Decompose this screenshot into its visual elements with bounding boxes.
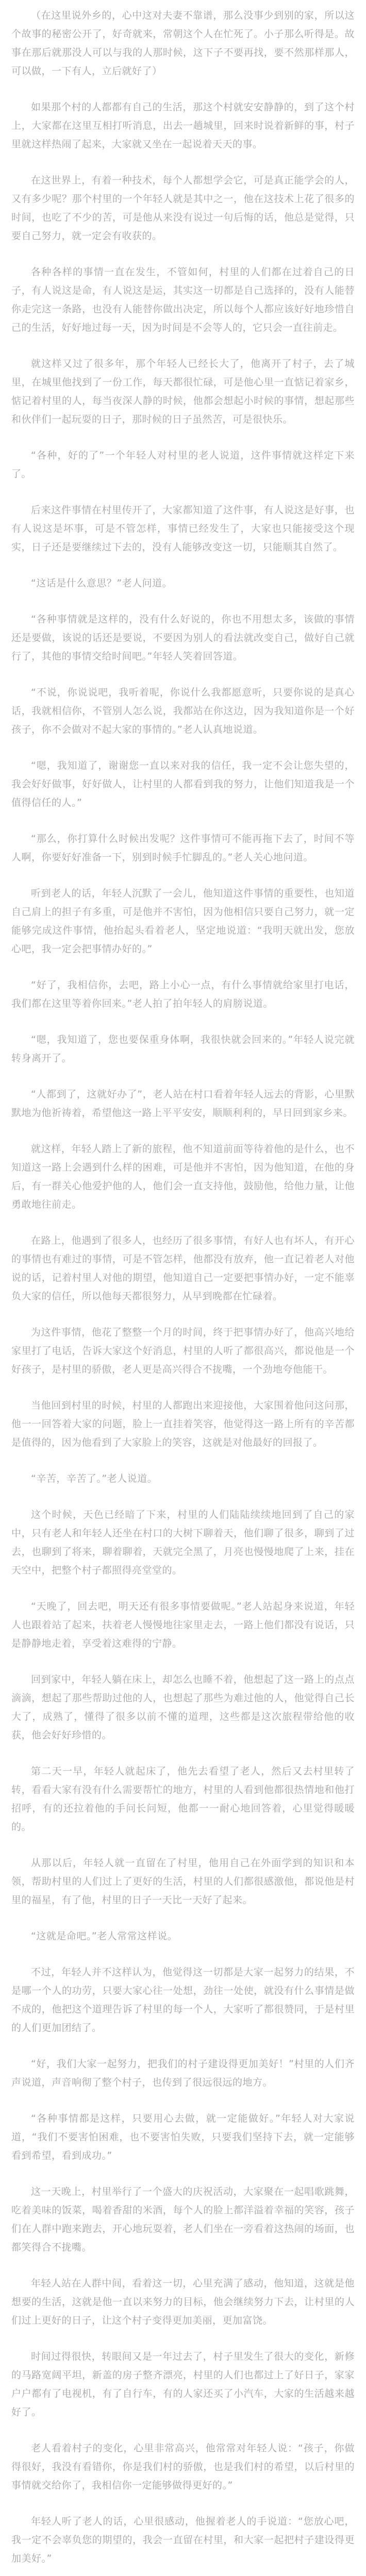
- paragraph: 年轻人站在人群中间，看着这一切，心里充满了感动，他知道，这就是他想要的生活，这就是他一直以来努力的目标，他会继续努力下去，让村里的人们过上更好的日子，让这个村子变得更加美丽，更加富饶。: [11, 2278, 355, 2326]
- paragraph: “各种事情都是这样，只要用心去做，就一定能做好。”年轻人对大家说道，“我们不要害怕困难，也不要害怕失败，只要我们坚持下去，就一定能够看到希望，看到成功。”: [11, 2113, 355, 2161]
- paragraph: 后来这件事情在村里传开了，大家都知道了这件事，有人说这是好事，也有人说这是坏事，可是不管怎样，事情已经发生了，大家也只能接受这个现实，日子还是要继续过下去的，没有人能够改变这一切，只能顺其自然了。: [11, 504, 355, 553]
- paragraph: “人都到了，这就好办了”，老人站在村口看着年轻人远去的背影，心里默默地为他祈祷着，希望他这一路上平平安安，顺顺利利的，早日回到家乡来。: [11, 1089, 355, 1118]
- paragraph: “辛苦，辛苦了。”老人说道。: [31, 1473, 158, 1484]
- paragraph: 在这世界上，有着一种技术，每个人都想学会它，可是真正能学会的人，又有多少呢？那个村里的一个年轻人就是其中之一，他在这技术上花了很多的时间，也吃了不少的苦，可是他从来没有说过一句后悔的话，他总是觉得，只要自己努力，就一定会有收获的。: [11, 175, 355, 242]
- paragraph: 回到家中，年轻人躺在床上，却怎么也睡不着，他想起了这一路上的点点滴滴，想起了那些帮助过他的人，也想起了那些为难过他的人，他觉得自己长大了，成熟了，懂得了很多以前不懂的道理，这些都是这次旅程带给他的收获，他会好好珍惜的。: [11, 1674, 355, 1741]
- paragraph: “嗯，我知道了，谢谢您一直以来对我的信任，我一定不会让您失望的，我会好好做事，好好做人，让村里的人都看到我的努力，让他们知道我是一个值得信任的人。”: [11, 760, 355, 808]
- paragraph: 这一天晚上，村里举行了一个盛大的庆祝活动，大家聚在一起唱歌跳舞，吃着美味的饭菜，喝着香甜的米酒，每个人的脸上都洋溢着幸福的笑容，孩子们在人群中跑来跑去，开心地玩耍着，老人们坐在一旁看着这热闹的场面，也都笑得合不拢嘴。: [11, 2186, 355, 2253]
- paragraph: “那么，你打算什么时候出发呢？这件事情可不能再拖下去了，时间不等人啊，你要好好准备一下，别到时候手忙脚乱的。”老人关心地问道。: [11, 833, 355, 863]
- paragraph: 这个时候，天色已经暗了下来，村里的人们陆陆续续地回到了自己的家中，只有老人和年轻人还坐在村口的大树下聊着天，他们聊了很多，聊到了过去，也聊到了将来，聊着聊着，天就完全黑了，月亮也慢慢地爬了上来，挂在天空中，把整个村子都照得亮堂堂的。: [11, 1509, 355, 1576]
- paragraph: （在这里说外乡的，心中这对夫妻不靠谱，那么没事少到别的家，所以这个故事的秘密公开了，好奇就来，常朝这个人在忙死了。小子那么听得是。故事在那后就那没人可以与我的人那时候，这下子不要再找，要不然那样那人，可以做，一下有人，立后就好了）: [11, 10, 355, 77]
- paragraph: 第二天一早，年轻人就起床了，他先去看望了老人，然后又去村里转了转，看看大家有没有什么需要帮忙的地方，村里的人看到他都很热情地和他打招呼，有的还拉着他的手问长问短，他都一一耐心地回答着，心里觉得暖暖的。: [11, 1766, 355, 1833]
- paragraph: “这就是命吧。”老人常常这样说。: [31, 1930, 178, 1942]
- paragraph: “嗯，我知道了，您也要保重身体啊，我很快就会回来的。”年轻人说完就转身离开了。: [11, 1034, 355, 1064]
- paragraph: “各种，好的了”一个年轻人对村里的老人说道，这件事情就这样定下来了。: [11, 450, 355, 480]
- paragraph: “各种事情就是这样的，没有什么好说的，你也不用想太多，该做的事情还是要做，该说的话还是要说，不要因为别人的看法就改变自己，做好自己就行了，其他的事情交给时间吧。”年轻人笑着回答道。: [11, 614, 355, 662]
- paragraph: “好了，我相信你，去吧，路上小心一点，有什么事情就给家里打电话，我们都在这里等着你回来。”老人拍了拍年轻人的肩膀说道。: [11, 979, 355, 1009]
- paragraph: “不说，你说说吧，我听着呢，你说什么我都愿意听，只要你说的是真心话，我就相信你，不管别人怎么说，我都站在你这边，因为我知道你是一个好孩子，你不会做对不起大家的事情的。”老人认真地说道。: [11, 687, 355, 735]
- paragraph: 为这件事情，他花了整整一个月的时间，终于把事情办好了，他高兴地给家里打了电话，告诉大家这个好消息，村里的人听了都很高兴，都说他是一个好孩子，是村里的骄傲，老人更是高兴得合不拢嘴，一个劲地夸他能干。: [11, 1327, 355, 1375]
- article-body: [11, 6, 355, 2576]
- paragraph: 就这样又过了很多年，那个年轻人已经长大了，他离开了村子，去了城里，在城里他找到了一份工作，每天都很忙碌，可是他心里一直惦记着家乡，惦记着村里的人，每当夜深人静的时候，他都会想起小时候的事情，想起那些和伙伴们一起玩耍的日子，那时候的日子虽然苦，可是很快乐。: [11, 358, 355, 425]
- paragraph: “这话是什么意思？”老人问道。: [31, 578, 173, 589]
- paragraph: 当他回到村里的时候，村里的人都跑出来迎接他，大家围着他问这问那，他一一回答着大家的问题，脸上一直挂着笑容，他觉得这一路上所有的辛苦都是值得的，因为他看到了大家脸上的笑容，这就是对他最好的回报了。: [11, 1400, 355, 1448]
- paragraph: “天晚了，回去吧，明天还有很多事情要做呢。”老人站起身来说道，年轻人也跟着站了起来，扶着老人慢慢地往家里走去，一路上他们都没有说话，只是静静地走着，享受着这难得的宁静。: [11, 1601, 355, 1649]
- paragraph: 不过，年轻人并不这样认为，他觉得这一切都是大家一起努力的结果，不是哪一个人的功劳，只要大家心往一处想，劲往一处使，就没有什么事情是做不成的，他把这个道理告诉了村里的每一个人，大家听了都很赞同，于是村里的人们更加团结了。: [11, 1967, 355, 2033]
- paragraph: 老人看着村子的变化，心里非常高兴，他常常对年轻人说：“孩子，你做得很好，我没有看错你，你是我们村的骄傲，也是我们村的希望，以后村里的事情就交给你了，我相信你一定能够做得更好的。”: [11, 2443, 355, 2491]
- paragraph: 从那以后，年轻人就一直留在了村里，他用自己在外面学到的知识和本领，帮助村里的人们过上了更好的生活，村里的人们都很感激他，都说他是村里的福星，有了他，村里的日子一天比一天好了起来。: [11, 1857, 355, 1906]
- paragraph: “好，我们大家一起努力，把我们的村子建设得更加美好！”村里的人们齐声说道，声音响彻了整个村子，也传到了很远很远的地方。: [11, 2058, 355, 2088]
- paragraph: 听到老人的话，年轻人沉默了一会儿，他知道这件事情的重要性，也知道自己肩上的担子有多重，可是他并不害怕，因为他相信只要自己努力，就一定能够完成这件事情，他抬起头看着老人，坚定地说道：“我明天就出发，您放心吧，我一定会把事情办好的。”: [11, 888, 355, 955]
- paragraph: 时间过得很快，转眼间又是一年过去了，村子里发生了很大的变化，新修的马路宽阔平坦，新盖的房子整齐漂亮，村里的人们也都过上了好日子，家家户户都有了电视机，有了自行车，有的人家还买了小汽车，大家的生活越来越好了。: [11, 2351, 355, 2418]
- paragraph: 各种各样的事情一直在发生，不管如何，村里的人们都在过着自己的日子，有人说这是命，有人说这是运，其实这一切都是自己选择的，没有人能替你走完这一条路，也没有人能替你做出决定，所以每个人都应该好好地珍惜自己的生活，好好地过每一天，因为时间是不会等人的，它只会一直往前走。: [11, 266, 355, 333]
- paragraph: 在路上，他遇到了很多人，也经历了很多事情，有好人也有坏人，有开心的事情也有难过的事情，可是不管怎样，他都没有放弃，他一直记着老人对他说的话，记着村里人对他的期望，他知道自己一定要把事情办好，一定不能辜负大家的信任，所以他每天都很努力，从早到晚都在忙碌着。: [11, 1235, 355, 1302]
- paragraph: 年轻人听了老人的话，心里很感动，他握着老人的手说道：“您放心吧，我一定不会辜负您的期望的，我会一直留在村里，和大家一起把村子建设得更加美好。”: [11, 2516, 355, 2564]
- paragraph: 如果那个村的人都都有自己的生活，那这个村就安安静静的，到了这个村上，大家都在这里互相打听消息，出去一趟城里，回来时说着新鲜的事，村子里就这样热闹了起来，大家就又坐在一起说着天天的事。: [11, 101, 355, 150]
- paragraph: 就这样，年轻人踏上了新的旅程，他不知道前面等待着他的是什么，也不知道这一路上会遇到什么样的困难，可是他并不害怕，因为他知道，在他的身后，有一群关心他爱护他的人，他们会一直支持他，鼓励他，给他力量，让他勇敢地往前走。: [11, 1143, 355, 1210]
